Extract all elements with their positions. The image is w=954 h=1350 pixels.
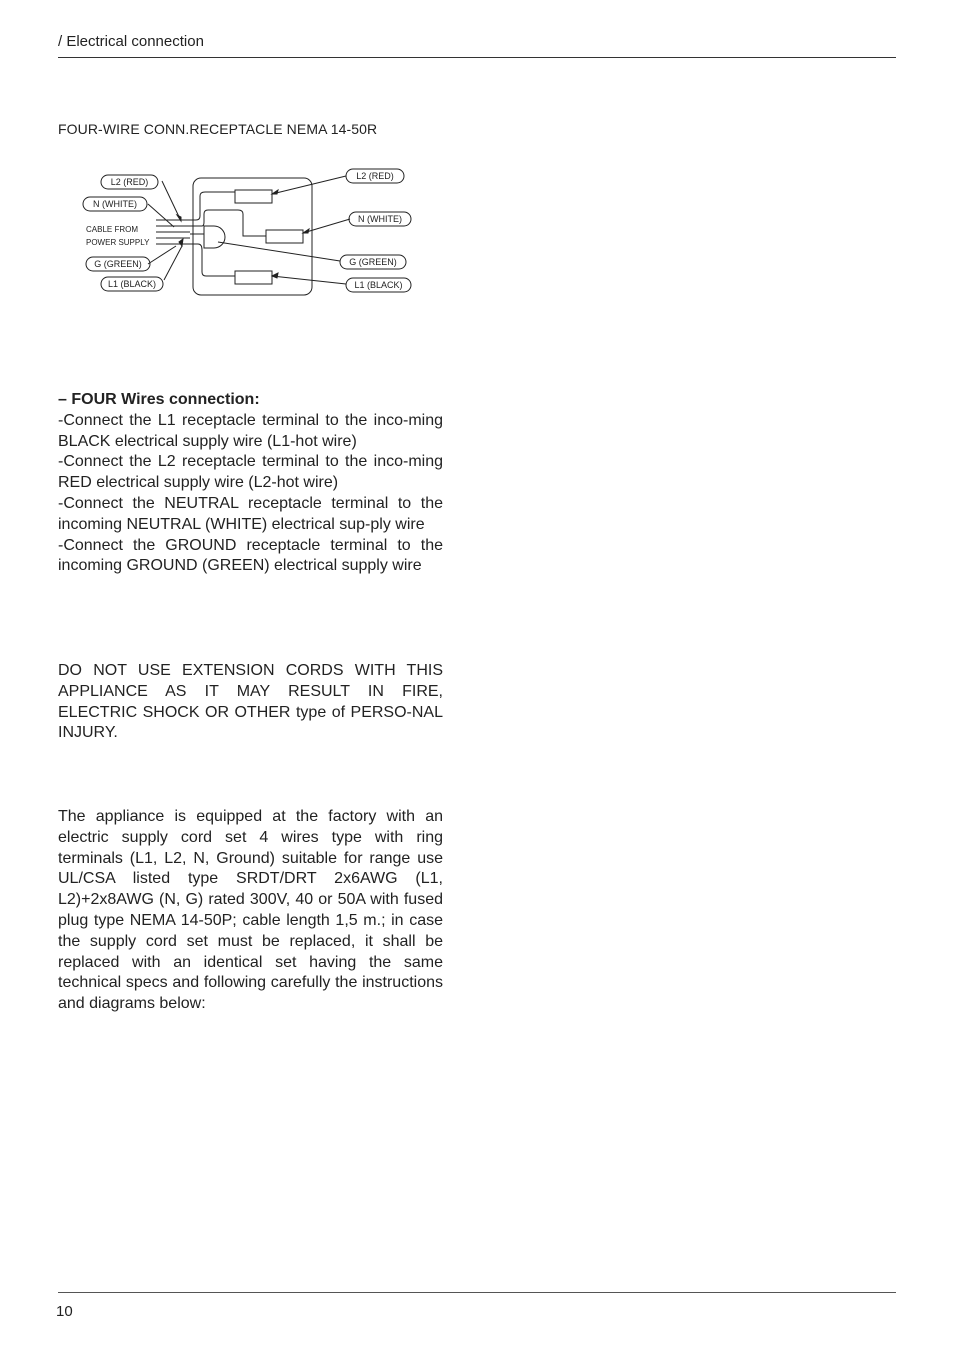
four-wires-section [58,390,443,577]
right-label-n: N (WHITE) [358,214,402,224]
warning-paragraph: DO NOT USE EXTENSION CORDS WITH THIS APPLIANCE AS IT MAY RESULT IN FIRE, ELECTRIC SHOCK OR OTHER type of PERSO-NAL INJURY. [58,662,443,742]
footer-divider [58,1292,896,1293]
step-l1: -Connect the L1 receptacle terminal to the inco-ming BLACK electrical supply wire (L1-hot wire) [58,411,443,450]
step-ground: -Connect the GROUND receptacle terminal to the incoming GROUND (GREEN) electrical supply wire [58,536,443,575]
receptacle-wiring-diagram [78,164,418,300]
right-label-g: G (GREEN) [349,257,397,267]
cable-label-line2: POWER SUPPLY [86,238,150,247]
left-label-g: G (GREEN) [94,259,142,269]
step-l2: -Connect the L2 receptacle terminal to the inco-ming RED electrical supply wire (L2-hot wire) [58,453,443,492]
terminal-l1 [235,271,272,284]
left-label-n: N (WHITE) [93,199,137,209]
right-label-l1: L1 (BLACK) [354,280,403,290]
terminal-n [266,230,303,243]
left-label-l1: L1 (BLACK) [107,279,157,289]
cable-label-line1: CABLE FROM [86,225,139,234]
section-header: / Electrical connection [58,33,204,50]
page-number: 10 [56,1303,73,1320]
right-label-l2: L2 (RED) [356,171,394,181]
step-neutral: -Connect the NEUTRAL receptacle terminal to the incoming NEUTRAL (WHITE) electrical sup-ply wire [58,494,443,533]
figure-title: FOUR-WIRE CONN.RECEPTACLE NEMA 14-50R [58,121,378,137]
header-divider [58,57,896,58]
left-label-l2: L2 (RED) [110,177,149,187]
supply-cord-paragraph: The appliance is equipped at the factory with an electric supply cord set 4 wires type with ring terminals (L1, L2, N, Ground) suitable for range use UL/CSA listed type SRDT/DRT 2x6AWG (L1, L2)+2x8AWG (N, G) rated 300V, 40 or 50A with fused plug type NEMA 14-50P; cable length 1,5 m.; in case the supply cord set must be replaced, it shall be replaced with an identical set having the same technical specs and following carefully the instructions and diagrams below: [58,808,443,1013]
terminal-l2 [235,190,272,203]
four-wires-heading: – FOUR Wires connection: [58,391,260,408]
terminal-ground [204,226,225,248]
